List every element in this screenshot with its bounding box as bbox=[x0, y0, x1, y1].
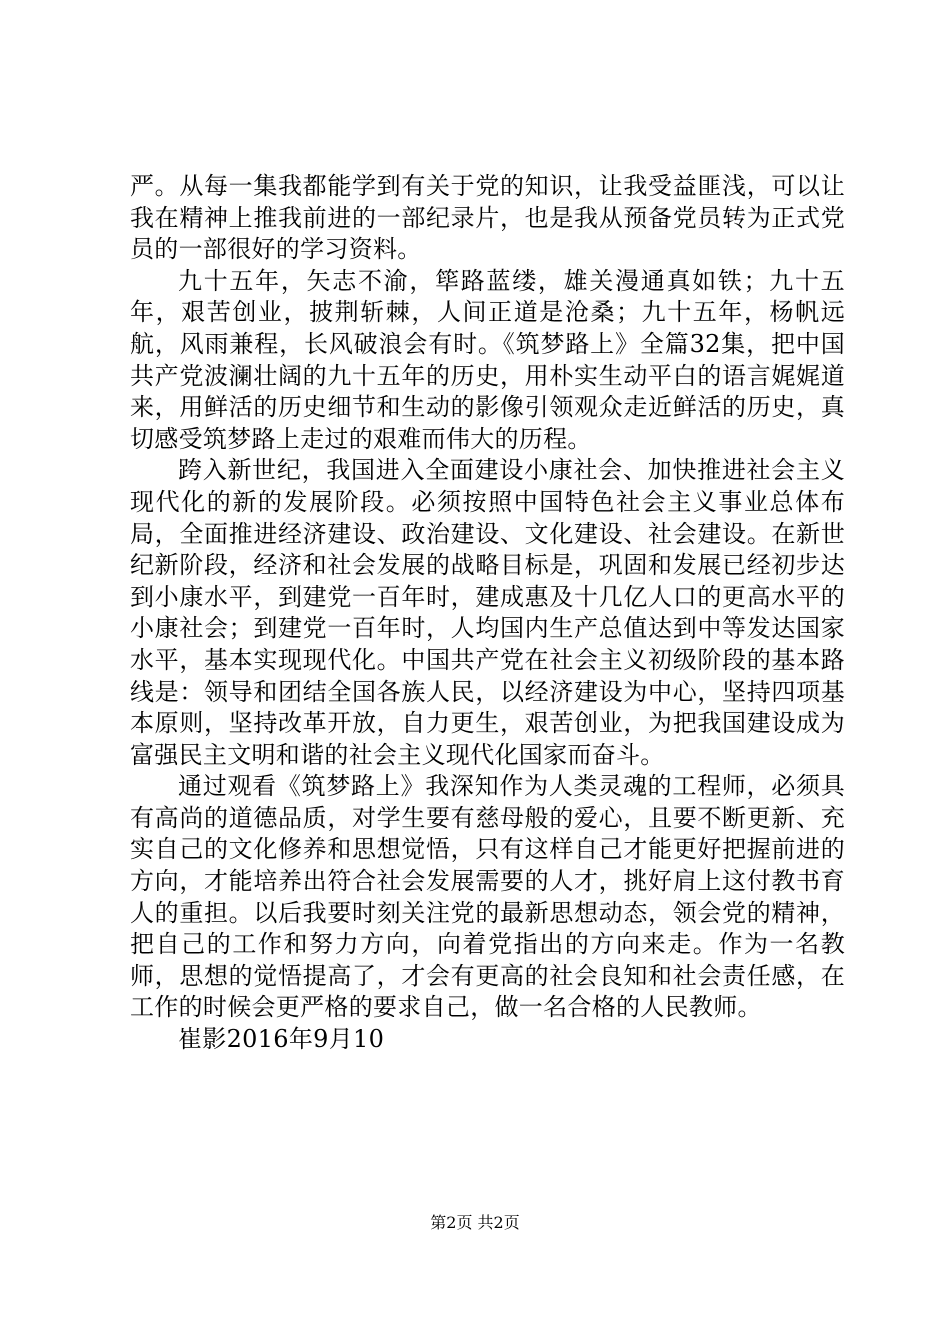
paragraph-new-century: 跨入新世纪，我国进入全面建设小康社会、加快推进社会主义现代化的新的发展阶段。必须按照中国特色社会主义事业总体布局，全面推进经济建设、政治建设、文化建设、社会建设。在新世纪新阶段，经济和社会发展的战略目标是，巩固和发展已经初步达到小康水平，到建党一百年时，建成惠及十几亿人口的更高水平的小康社会；到建党一百年时，人均国内生产总值达到中等发达国家水平，基本实现现代化。中国共产党在社会主义初级阶段的基本路线是：领导和团结全国各族人民，以经济建设为中心，坚持四项基本原则，坚持改革开放，自力更生，艰苦创业，为把我国建设成为富强民主文明和谐的社会主义现代化国家而奋斗。 bbox=[130, 456, 845, 769]
document-body bbox=[130, 171, 845, 1056]
paragraph-ninety-five-years: 九十五年，矢志不渝，筚路蓝缕，雄关漫通真如铁；九十五年，艰苦创业，披荆斩棘，人间正道是沧桑；九十五年，杨帆远航，风雨兼程，长风破浪会有时。《筑梦路上》全篇32集，把中国共产党波澜壮阔的九十五年的历史，用朴实生动平白的语言娓娓道来，用鲜活的历史细节和生动的影像引领观众走近鲜活的历史，真切感受筑梦路上走过的艰难而伟大的历程。 bbox=[130, 266, 845, 453]
paragraph-continuation: 严。从每一集我都能学到有关于党的知识，让我受益匪浅，可以让我在精神上推我前进的一部纪录片，也是我从预备党员转为正式党员的一部很好的学习资料。 bbox=[130, 172, 845, 264]
signature-line: 崔影2016年9月10 bbox=[178, 1025, 385, 1054]
paragraph-teacher-reflection: 通过观看《筑梦路上》我深知作为人类灵魂的工程师，必须具有高尚的道德品质，对学生要有慈母般的爱心，且要不断更新、充实自己的文化修养和思想觉悟，只有这样自己才能更好把握前进的方向，才能培养出符合社会发展需要的人才，挑好肩上这付教书育人的重担。以后我要时刻关注党的最新思想动态，领会党的精神，把自己的工作和努力方向，向着党指出的方向来走。作为一名教师，思想的觉悟提高了，才会有更高的社会良知和社会责任感，在工作的时候会更严格的要求自己，做一名合格的人民教师。 bbox=[130, 772, 845, 1022]
page-footer: 第2页 共2页 bbox=[430, 1213, 520, 1232]
